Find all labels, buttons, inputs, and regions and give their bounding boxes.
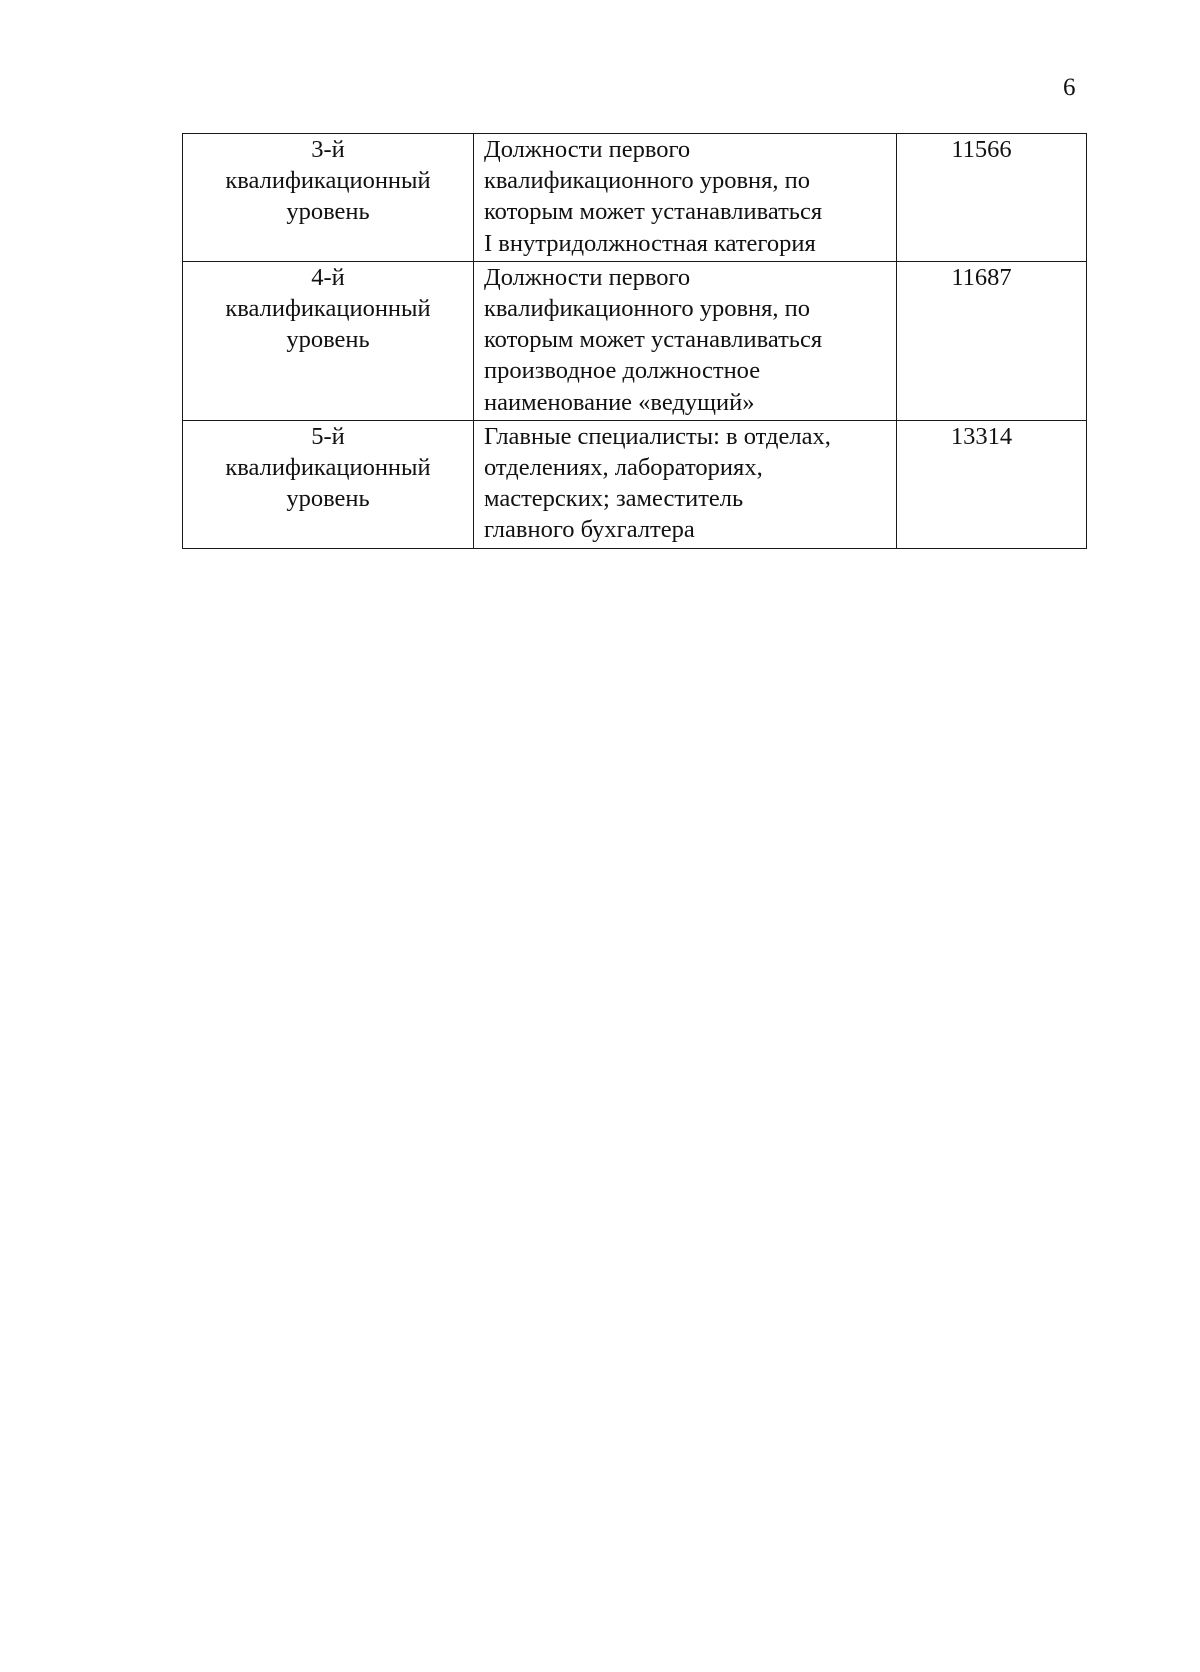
level-text: уровень [286, 326, 370, 354]
description-text: квалификационного уровня, по [484, 295, 811, 323]
salary-value: 13314 [950, 422, 1013, 450]
qualification-level-cell [183, 261, 474, 420]
table-row [183, 420, 1087, 548]
level-text: 4-й [311, 263, 345, 291]
qualification-table [182, 133, 1087, 549]
salary-cell [897, 261, 1087, 420]
description-text: производное должностное [484, 357, 761, 385]
level-text: 3-й [311, 136, 345, 163]
qualification-level-cell [183, 134, 474, 262]
position-description-cell [474, 134, 897, 262]
description-text: наименование «ведущий» [484, 388, 755, 416]
level-text: квалификационный [225, 167, 431, 195]
description-text: квалификационного уровня, по [484, 167, 811, 195]
description-text: мастерских; заместитель [484, 485, 744, 513]
description-text: которым может устанавливаться [484, 326, 823, 354]
description-text: которым может устанавливаться [484, 198, 823, 226]
salary-value: 11566 [951, 136, 1012, 163]
level-text: 5-й [311, 422, 345, 450]
level-text: квалификационный [225, 295, 431, 323]
level-text: уровень [286, 198, 370, 226]
description-text: отделениях, лабораториях, [484, 454, 763, 482]
salary-cell [897, 420, 1087, 548]
position-description-cell [474, 420, 897, 548]
table-row [183, 134, 1087, 262]
level-text: уровень [286, 485, 370, 513]
description-text: Главные специалисты: в отделах, [484, 422, 831, 450]
table-row [183, 261, 1087, 420]
salary-cell [897, 134, 1087, 262]
description-text: Должности первого [484, 263, 691, 291]
position-description-cell [474, 261, 897, 420]
salary-value: 11687 [951, 263, 1012, 291]
description-text: главного бухгалтера [484, 516, 695, 544]
description-text: I внутридолжностная категория [484, 229, 816, 257]
page-number: 6 [1063, 74, 1076, 101]
level-text: квалификационный [225, 454, 431, 482]
qualification-level-cell [183, 420, 474, 548]
description-text: Должности первого [484, 136, 691, 163]
